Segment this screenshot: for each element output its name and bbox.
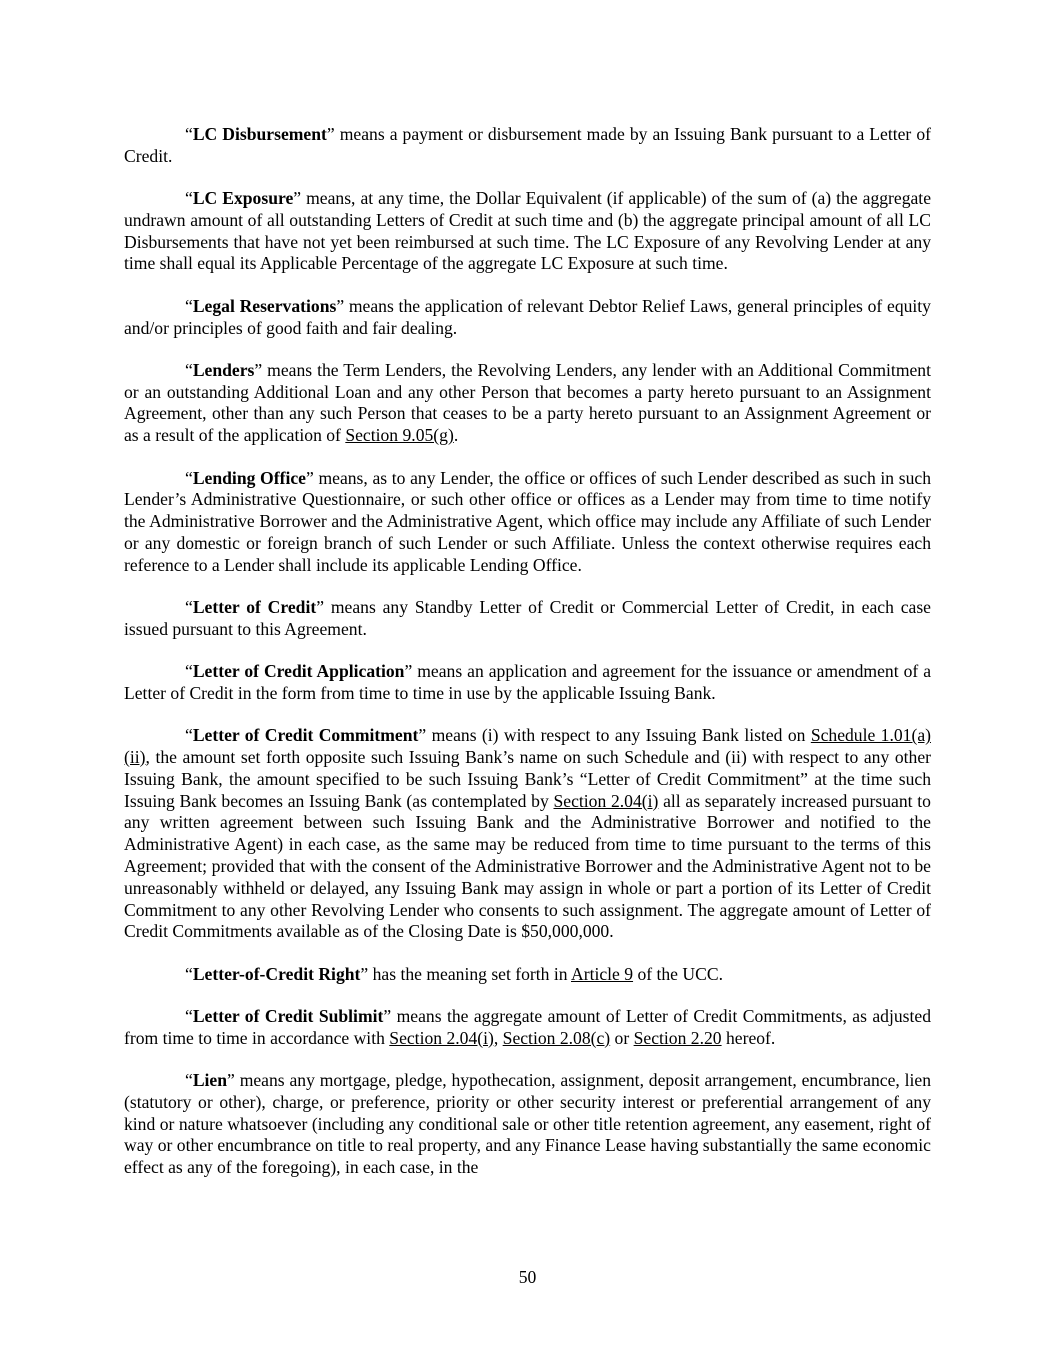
- defined-term: Letter of Credit Application: [192, 661, 405, 682]
- definition-text: means the aggregate amount of Letter of Credit Commitments, as adjusted from time to time in accordance with: [124, 1006, 932, 1048]
- cross-reference-link[interactable]: Section 2.08(c): [502, 1027, 611, 1048]
- cross-reference-link[interactable]: Section 9.05(g): [345, 425, 454, 446]
- definition-text: or: [610, 1027, 634, 1048]
- definition-paragraph: “Lien” means any mortgage, pledge, hypothecation, assignment, deposit arrangement, encumbrance, lien (statutory or other), charge, or preference, priority or other security interest or preferential arrangement of any kind or nature whatsoever (including any conditional sale or other title retention agreement, any easement, right of way or other encumbrance on title to real property, and any Finance Lease having substantially the same economic effect as any of the foregoing), in each case, in the: [124, 1070, 931, 1178]
- definition-text: of the UCC.: [633, 963, 723, 984]
- defined-term: LC Exposure: [192, 188, 294, 209]
- definition-text: means a payment or disbursement made by an Issuing Bank pursuant to a Letter of Credit.: [124, 124, 931, 166]
- definition-text: .: [453, 425, 459, 446]
- defined-term: Letter of Credit: [192, 597, 317, 618]
- definition-paragraph: “Legal Reservations” means the application of relevant Debtor Relief Laws, general principles of equity and/or principles of good faith and fair dealing.: [124, 295, 931, 338]
- definition-text: means any mortgage, pledge, hypothecation, assignment, deposit arrangement, encumbrance, lien (statutory or other), charge, or preference, priority or other security interest or preferential arrangement of any kind or nature whatsoever (including any conditional sale or other title retention agreement, any easement, right of way or other encumbrance on title to real property, and any Finance Lease having substantially the same economic effect as any of the foregoing), in each case, in the: [124, 1070, 931, 1178]
- definition-text: hereof.: [721, 1027, 776, 1048]
- defined-term: Letter-of-Credit Right: [192, 963, 361, 984]
- definition-paragraph: “Lending Office” means, as to any Lender, the office or offices of such Lender described as such in such Lender’s Administrative Questionnaire, or such other office or offices as a Lender may from time to time notify the Administrative Borrower and the Administrative Agent, which office may include any Affiliate of such Lender or any domestic or foreign branch of such Lender or such Affiliate. Unless the context otherwise requires each reference to a Lender shall include its applicable Lending Office.: [124, 467, 931, 575]
- definition-text: , the amount set forth opposite such Issuing Bank’s name on such Schedule and (ii) with respect to any other Issuing Bank, the amount specified to be such Issuing Bank’s “Letter of Credit Commitment” at the time such Issuing Bank becomes an Issuing Bank (as contemplated by: [124, 747, 931, 811]
- document-page: [124, 124, 931, 1200]
- definition-text: means, at any time, the Dollar Equivalent (if applicable) of the sum of (a) the aggregate undrawn amount of all outstanding Letters of Credit at such time and (b) the aggregate principal amount of all LC Disbursements that have not yet been reimbursed at such time. The LC Exposure of any Revolving Lender at any time shall equal its Applicable Percentage of the aggregate LC Exposure at such time.: [124, 188, 932, 274]
- defined-term: Legal Reservations: [192, 295, 337, 316]
- definition-paragraph: “Letter of Credit Sublimit” means the aggregate amount of Letter of Credit Commitments, as adjusted from time to time in accordance with Section 2.04(i), Section 2.08(c) or Section 2.20 hereof.: [124, 1006, 932, 1048]
- definition-paragraph: “LC Exposure” means, at any time, the Dollar Equivalent (if applicable) of the sum of (a) the aggregate undrawn amount of all outstanding Letters of Credit at such time and (b) the aggregate principal amount of all LC Disbursements that have not yet been reimbursed at such time. The LC Exposure of any Revolving Lender at any time shall equal its Applicable Percentage of the aggregate LC Exposure at such time.: [124, 188, 932, 274]
- defined-term: Lenders: [192, 359, 255, 380]
- definition-paragraph: “LC Disbursement” means a payment or disbursement made by an Issuing Bank pursuant to a Letter of Credit.: [124, 124, 931, 166]
- definition-paragraph: “Letter of Credit” means any Standby Letter of Credit or Commercial Letter of Credit, in each case issued pursuant to this Agreement.: [124, 597, 931, 639]
- definitions-list: [124, 124, 931, 1179]
- definition-text: has the meaning set forth in: [372, 963, 571, 984]
- definition-paragraph: “Letter of Credit Commitment” means (i) with respect to any Issuing Bank listed on Schedule 1.01(a)(ii), the amount set forth opposite such Issuing Bank’s name on such Schedule and (ii) with respect to any other Issuing Bank, the amount specified to be such Issuing Bank’s “Letter of Credit Commitment” at the time such Issuing Bank becomes an Issuing Bank (as contemplated by Section 2.04(i) all as separately increased pursuant to any written agreement between such Issuing Bank and the Administrative Borrower and notified to the Administrative Agent) in each case, as the same may be reduced from time to time pursuant to the terms of this Agreement; provided that with the consent of the Administrative Borrower and the Administrative Agent not to be unreasonably withheld or delayed, any Issuing Bank may assign in whole or part a portion of its Letter of Credit Commitment to any other Revolving Lender who consents to such assignment. The aggregate amount of Letter of Credit Commitments available as of the Closing Date is $50,000,000.: [124, 725, 931, 942]
- defined-term: Letter of Credit Commitment: [192, 725, 419, 746]
- cross-reference-link[interactable]: Section 2.20: [633, 1027, 722, 1048]
- definition-paragraph: “Letter-of-Credit Right” has the meaning set forth in Article 9 of the UCC.: [185, 963, 723, 984]
- cross-reference-link[interactable]: Section 2.04(i): [553, 790, 659, 811]
- definition-text: means the Term Lenders, the Revolving Lenders, any lender with an Additional Commitment or an outstanding Additional Loan and any other Person that becomes a party hereto pursuant to an Assignment Agreement, other than any such Person that ceases to be a party hereto pursuant to an Assignment Agreement or as a result of the application of: [124, 359, 931, 446]
- cross-reference-link[interactable]: Section 2.04(i): [389, 1027, 494, 1048]
- definition-paragraph: “Lenders” means the Term Lenders, the Revolving Lenders, any lender with an Additional Commitment or an outstanding Additional Loan and any other Person that becomes a party hereto pursuant to an Assignment Agreement, other than any such Person that ceases to be a party hereto pursuant to an Assignment Agreement or as a result of the application of Section 9.05(g).: [124, 359, 931, 446]
- definition-paragraph: “Letter of Credit Application” means an application and agreement for the issuance or amendment of a Letter of Credit in the form from time to time in use by the applicable Issuing Bank.: [124, 661, 931, 703]
- cross-reference-link[interactable]: Article 9: [571, 963, 634, 984]
- definition-text: all as separately increased pursuant to any written agreement between such Issuing Bank and the Administrative Borrower and notified to the Administrative Agent) in each case, as the same may be reduced from time to time pursuant to the terms of this Agreement; provided that with the consent of the Administrative Borrower and the Administrative Agent not to be unreasonably withheld or delayed, any Issuing Bank may assign in whole or part a portion of its Letter of Credit Commitment to any other Revolving Lender who consents to such assignment. The aggregate amount of Letter of Credit Commitments available as of the Closing Date is $50,000,000.: [124, 790, 931, 942]
- definition-text: means any Standby Letter of Credit or Commercial Letter of Credit, in each case issued pursuant to this Agreement.: [124, 597, 931, 639]
- page-number: 50: [518, 1267, 537, 1287]
- defined-term: LC Disbursement: [192, 124, 327, 144]
- defined-term: Lending Office: [192, 467, 306, 488]
- defined-term: Letter of Credit Sublimit: [192, 1006, 384, 1026]
- cross-reference-link[interactable]: Schedule 1.01(a)(ii): [124, 725, 931, 768]
- definition-text: means (i) with respect to any Issuing Bank listed on: [431, 725, 811, 746]
- definition-text: means the application of relevant Debtor Relief Laws, general principles of equity and/or principles of good faith and fair dealing.: [124, 295, 931, 338]
- defined-term: Lien: [192, 1070, 228, 1091]
- definition-text: means, as to any Lender, the office or offices of such Lender described as such in such Lender’s Administrative Questionnaire, or such other office or offices as a Lender may from time to time notify the Administrative Borrower and the Administrative Agent, which office may include any Affiliate of such Lender or any domestic or foreign branch of such Lender or such Affiliate. Unless the context otherwise requires each reference to a Lender shall include its applicable Lending Office.: [124, 467, 931, 575]
- definition-text: ,: [493, 1027, 503, 1048]
- definition-text: means an application and agreement for the issuance or amendment of a Letter of Credit in the form from time to time in use by the applicable Issuing Bank.: [124, 661, 931, 703]
